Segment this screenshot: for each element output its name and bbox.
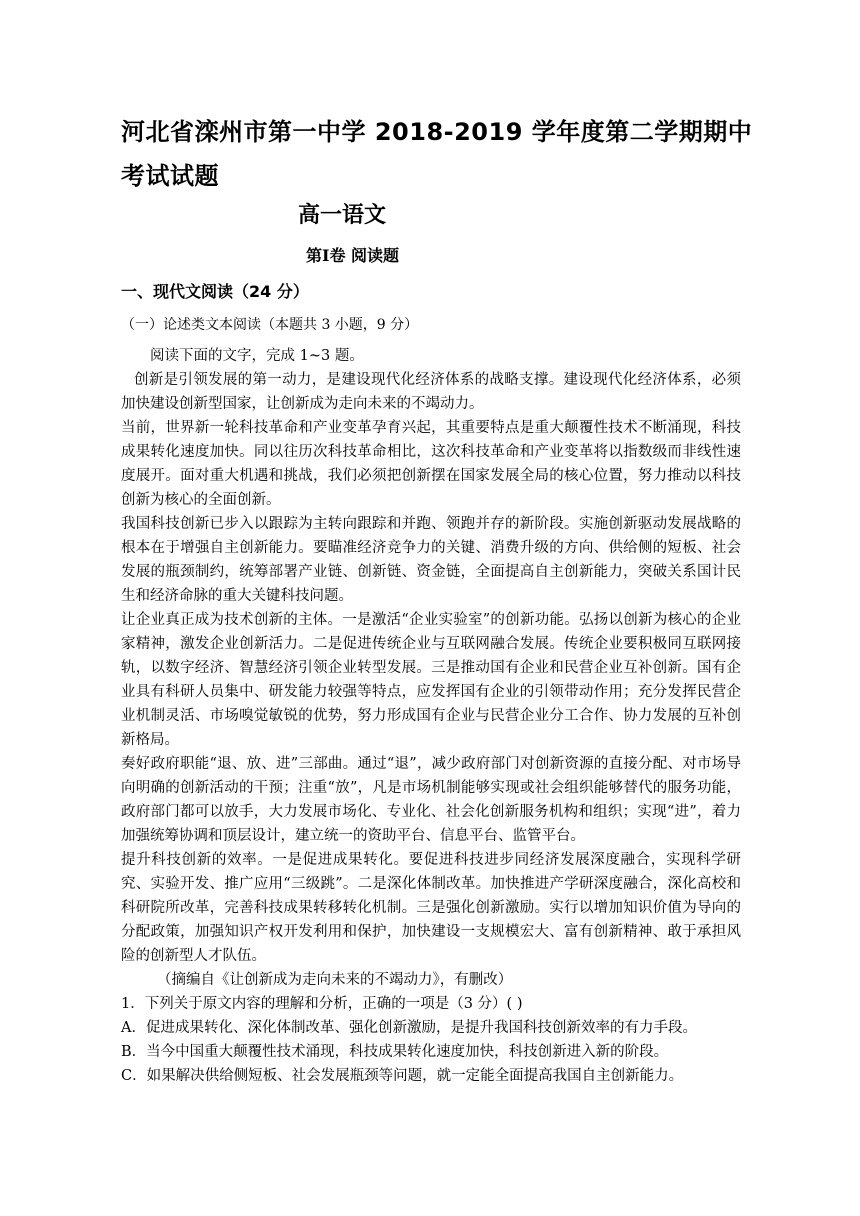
reading-instruction: 阅读下面的文字，完成 1~3 题。 [150,348,364,364]
exam-title: 河北省滦州市第一中学 2018-2019 学年度第二学期期中考试试题 [121,118,753,190]
passage-source: （摘编自《让创新成为走向未来的不竭动力》，有删改） [157,972,513,988]
passage-paragraph: 奏好政府职能“退、放、进”三部曲。通过“退”，减少政府部门对创新资源的直接分配、对市场导向明确的创新活动的干预；注重“放”，凡是市场机制能够实现或社会组织能够替代的服务功能，政府部门都可以放手，大力发展市场化、专业化、社会化创新服务机构和组织；实现“进”，着力加强统筹协调和顶层设计，建立统一的资助平台、信息平台、监管平台。 [121,756,741,844]
question-option-a: A．促进成果转化、深化体制改革、强化创新激励，是提升我国科技创新效率的有力手段。 [121,1020,697,1036]
section-heading: 一、现代文阅读（24 分） [121,282,309,301]
passage-paragraph: 创新是引领发展的第一动力，是建设现代化经济体系的战略支撑。建设现代化经济体系，必须加快建设创新型国家，让创新成为走向未来的不竭动力。 [121,372,741,412]
subsection-heading: （一）论述类文本阅读（本题共 3 小题，9 分） [121,317,419,333]
question-stem: 1．下列关于原文内容的理解和分析，正确的一项是（3 分）( ) [121,996,523,1012]
passage-paragraph: 当前，世界新一轮科技革命和产业变革孕育兴起，其重要特点是重大颠覆性技术不断涌现，科技成果转化速度加快。同以往历次科技革命相比，这次科技革命和产业变革将以指数级而非线性速度展开。面对重大机遇和挑战，我们必须把创新摆在国家发展全局的核心位置，努力推动以科技创新为核心的全面创新。 [121,420,741,508]
passage-body [121,344,741,1088]
subject-heading: 高一语文 [298,202,387,228]
passage-paragraph: 让企业真正成为技术创新的主体。一是激活“企业实验室”的创新功能。弘扬以创新为核心的企业家精神，激发企业创新活力。二是促进传统企业与互联网融合发展。传统企业要积极同互联网接轨，以数字经济、智慧经济引领企业转型发展。三是推动国有企业和民营企业互补创新。国有企业具有科研人员集中、研发能力较强等特点，应发挥国有企业的引领带动作用；充分发挥民营企业机制灵活、市场嗅觉敏锐的优势，努力形成国有企业与民营企业分工合作、协力发展的互补创新格局。 [121,612,741,748]
question-option-c: C．如果解决供给侧短板、社会发展瓶颈等问题，就一定能全面提高我国自主创新能力。 [121,1068,684,1084]
question-option-b: B．当今中国重大颠覆性技术涌现，科技成果转化速度加快，科技创新进入新的阶段。 [121,1044,669,1060]
volume-heading: 第Ⅰ卷 阅读题 [306,246,400,265]
passage-paragraph: 提升科技创新的效率。一是促进成果转化。要促进科技进步同经济发展深度融合，实现科学研究、实验开发、推广应用“三级跳”。二是深化体制改革。加快推进产学研深度融合，深化高校和科研院所改革，完善科技成果转移转化机制。三是强化创新激励。实行以增加知识价值为导向的分配政策，加强知识产权开发利用和保护，加快建设一支规模宏大、富有创新精神、敢于承担风险的创新型人才队伍。 [121,852,741,964]
passage-paragraph: 我国科技创新已步入以跟踪为主转向跟踪和并跑、领跑并存的新阶段。实施创新驱动发展战略的根本在于增强自主创新能力。要瞄准经济竞争力的关键、消费升级的方向、供给侧的短板、社会发展的瓶颈制约，统筹部署产业链、创新链、资金链，全面提高自主创新能力，突破关系国计民生和经济命脉的重大关键科技问题。 [121,516,741,604]
